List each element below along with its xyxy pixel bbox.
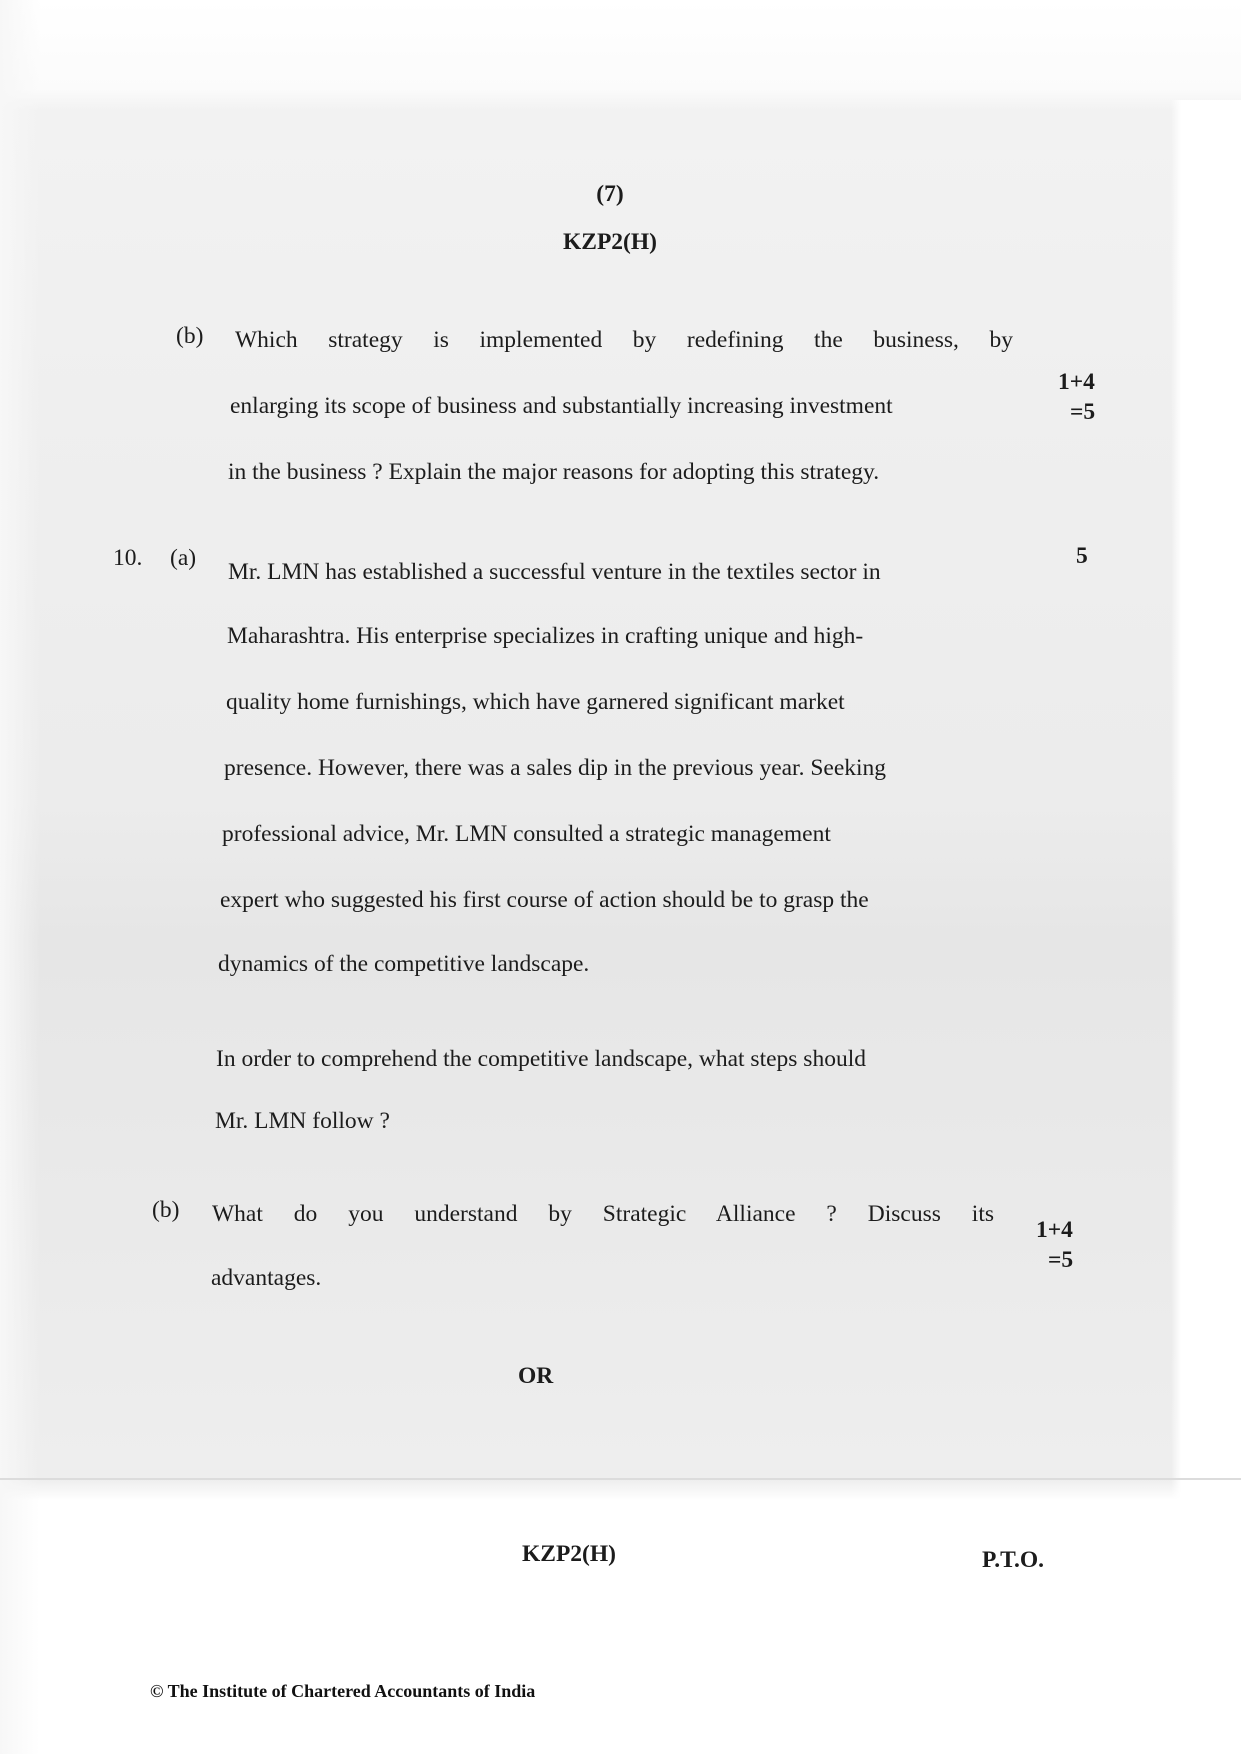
q10a-line-7: dynamics of the competitive landscape. [218,951,590,977]
q9b-line-2: enlarging its scope of business and substantially increasing investment [230,393,893,419]
q9b-label: (b) [176,323,204,349]
q10b-marks-top: 1+4 [1036,1217,1073,1243]
q10b-line-1: What do you understand by Strategic Alliance ? Discuss its [212,1201,994,1227]
q10a-label: (a) [170,545,197,571]
q9b-line-3: in the business ? Explain the major reasons for adopting this strategy. [228,459,880,485]
scan-edge-left [0,0,40,1754]
q9b-marks-bottom: =5 [1070,399,1096,425]
q10b-line-2: advantages. [211,1265,322,1291]
q10b-label: (b) [152,1197,180,1223]
paper-code-header: KZP2(H) [563,229,657,255]
q10a-question-line-2: Mr. LMN follow ? [215,1108,390,1134]
q10a-line-2: Maharashtra. His enterprise specializes in crafting unique and high- [227,623,864,649]
scan-fold-line [0,1478,1241,1480]
q10a-line-6: expert who suggested his first course of action should be to grasp the [220,887,869,913]
q10a-line-5: professional advice, Mr. LMN consulted a strategic management [222,821,831,847]
q10a-line-3: quality home furnishings, which have garnered significant market [226,689,845,715]
pto-label: P.T.O. [982,1547,1045,1573]
q10a-marks: 5 [1076,543,1088,569]
q10a-line-4: presence. However, there was a sales dip in the previous year. Seeking [224,755,887,781]
q9b-marks-top: 1+4 [1058,369,1095,395]
q10a-question-line-1: In order to comprehend the competitive landscape, what steps should [216,1046,866,1072]
q9b-line-1: Which strategy is implemented by redefining the business, by [235,327,1013,353]
or-divider: OR [518,1363,554,1389]
scan-edge-right [1171,100,1241,1500]
q10b-marks-bottom: =5 [1048,1247,1074,1273]
copyright-notice: © The Institute of Chartered Accountants of India [150,1681,536,1701]
q10-number: 10. [113,545,143,571]
q10a-line-1: Mr. LMN has established a successful venture in the textiles sector in [228,559,881,585]
page-number: (7) [596,181,624,207]
paper-code-footer: KZP2(H) [522,1541,616,1567]
